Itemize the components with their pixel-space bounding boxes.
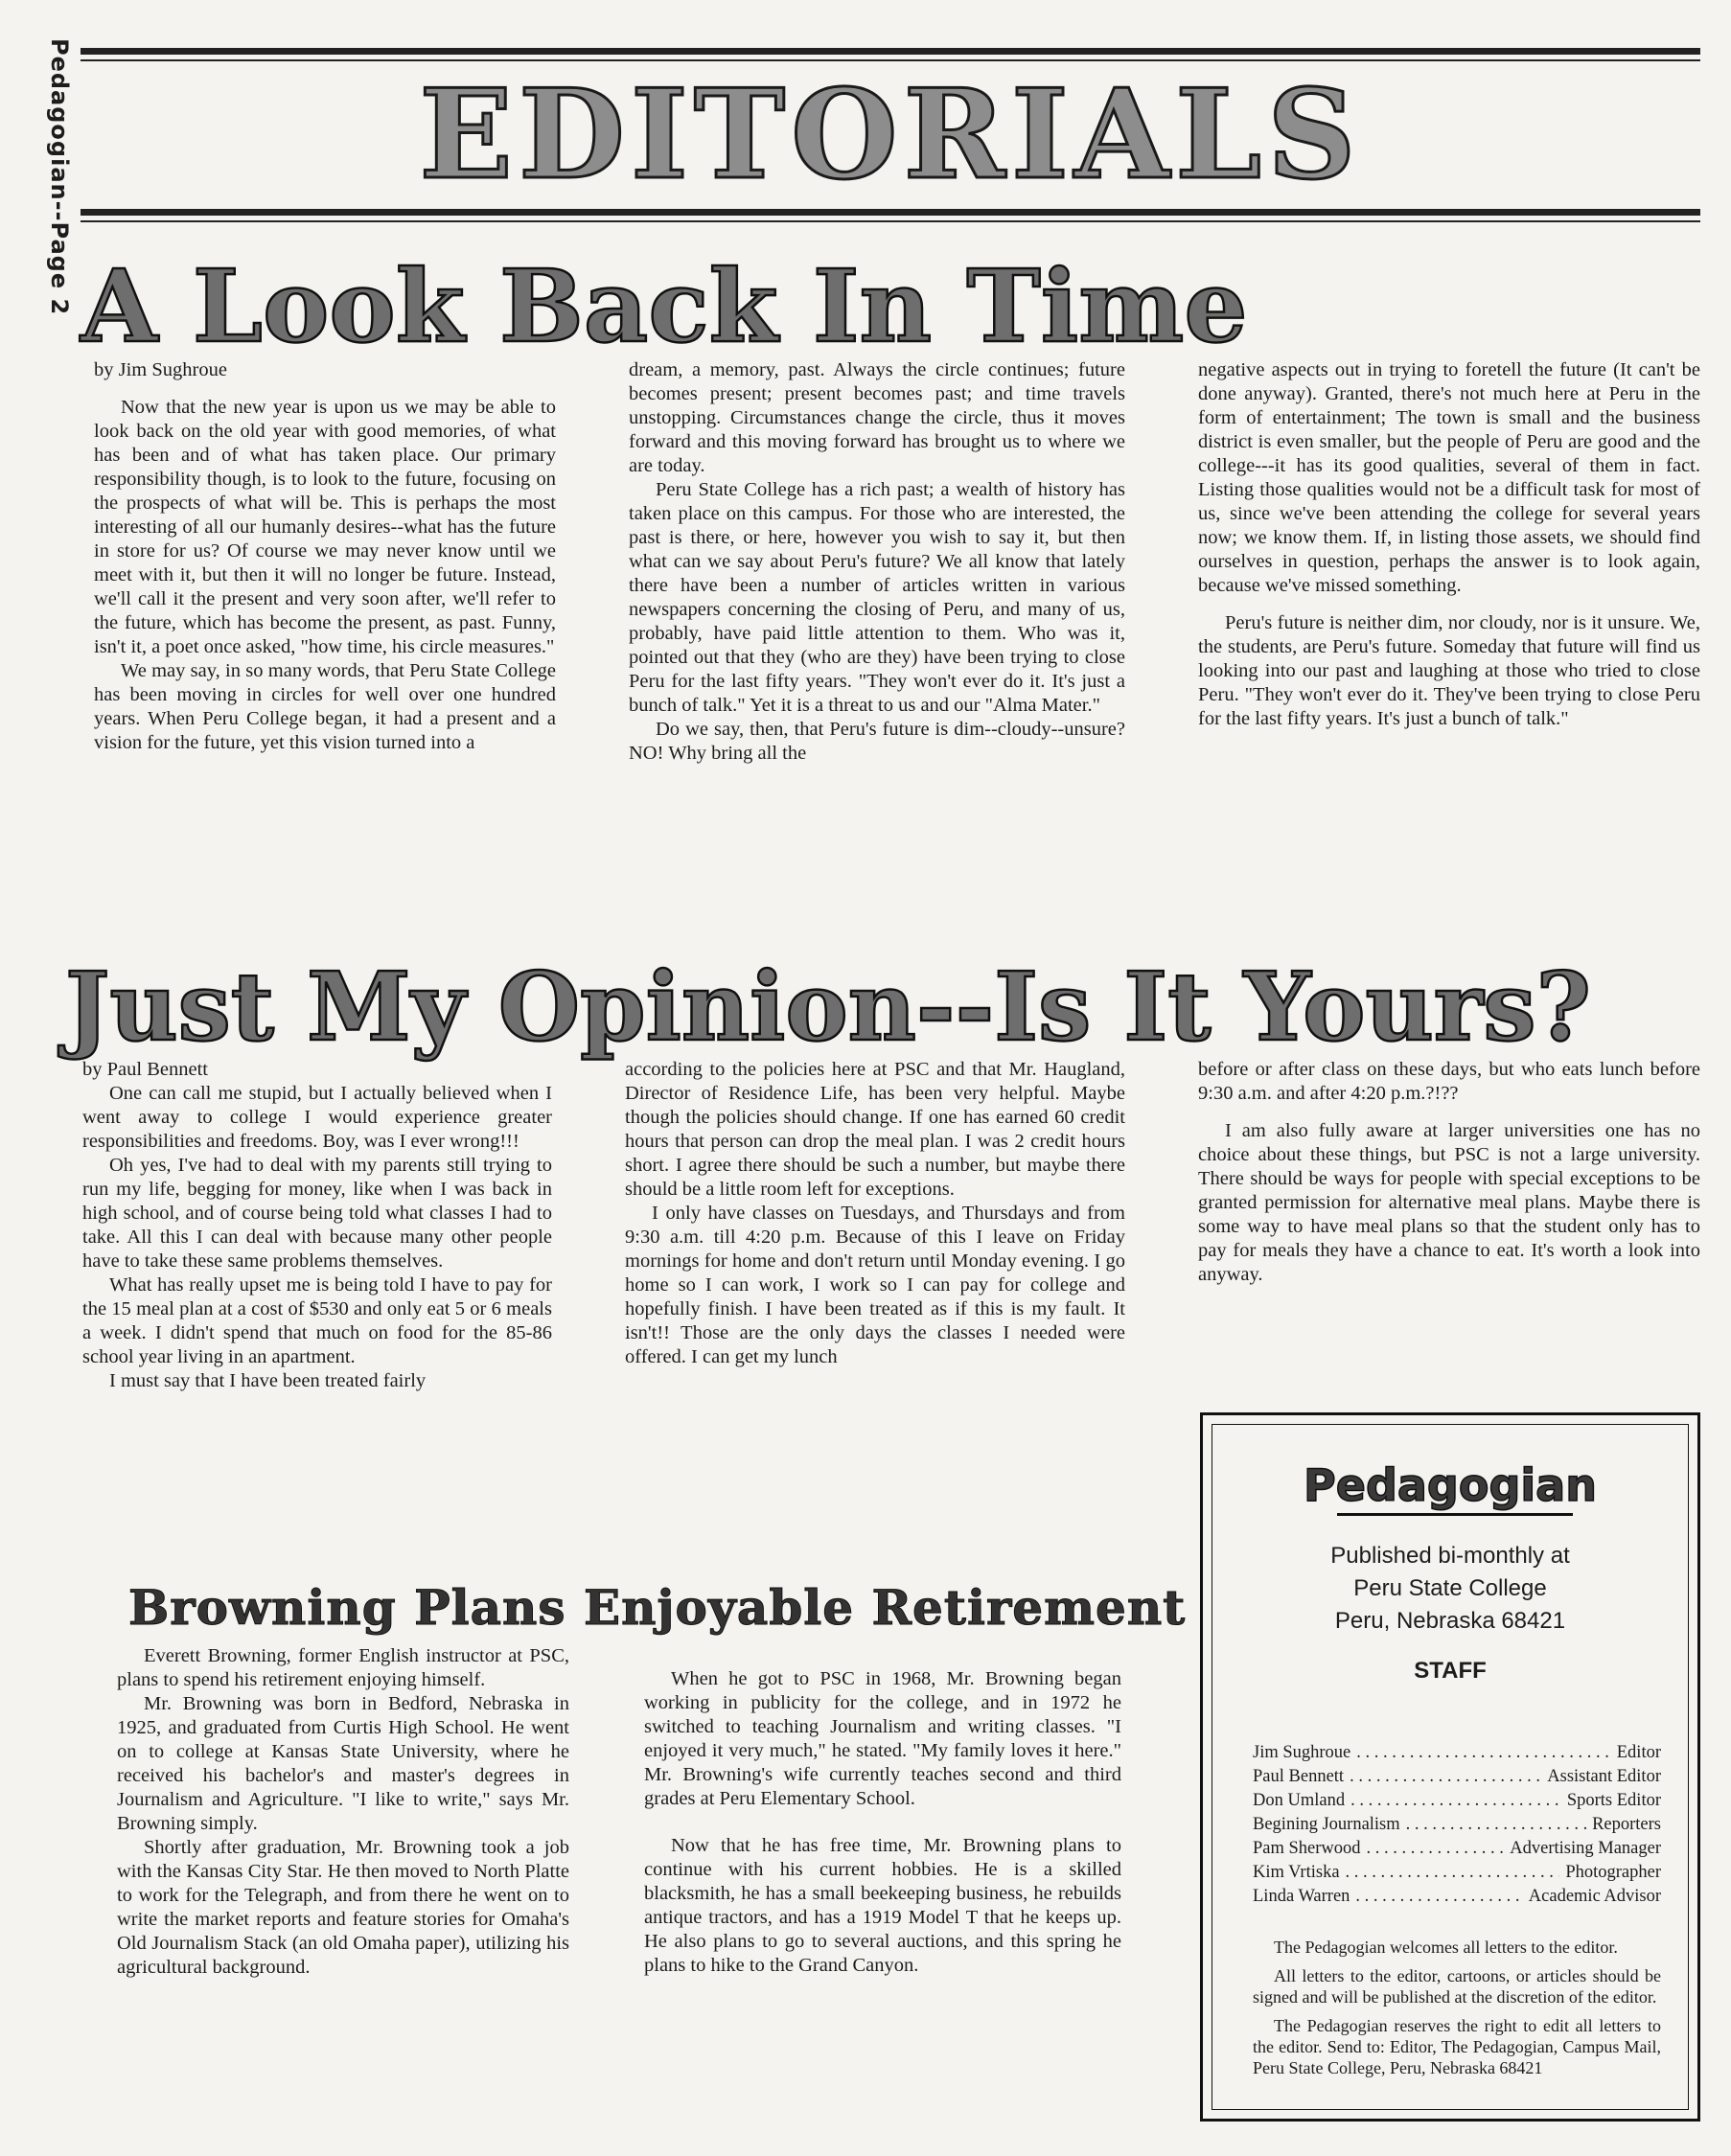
- paragraph: Mr. Browning was born in Bedford, Nebraska in 1925, and graduated from Curtis High School. He went on to college at Kansas State University, where he received his bachelor's and master's degrees in Journalism and Agriculture. "I like to write," says Mr. Browning simply.: [117, 1693, 569, 1834]
- paragraph: I must say that I have been treated fairly: [109, 1370, 427, 1391]
- section-masthead: [81, 59, 1700, 211]
- masthead-rule-thin: [81, 220, 1700, 222]
- section-title: EDITORIALS: [419, 63, 1362, 207]
- masthead-rule: [81, 209, 1700, 216]
- article1-col1: [94, 358, 556, 755]
- staff-role: Assistant Editor: [1547, 1767, 1661, 1786]
- byline: by Jim Sughroue: [94, 359, 227, 380]
- leader-dots: [1350, 1789, 1561, 1813]
- article2-col2: [625, 1058, 1125, 1369]
- staff-name: Pam Sherwood: [1253, 1839, 1361, 1858]
- staff-name: Kim Vrtiska: [1253, 1863, 1340, 1882]
- paragraph: We may say, in so many words, that Peru State College has been moving in circles for well over one hundred years. When Peru College began, it had a present and a vision for the future, yet this vision turned into a: [94, 660, 556, 753]
- leader-dots: [1355, 1885, 1522, 1909]
- article1-col3: [1198, 358, 1700, 731]
- staff-role: Sports Editor: [1566, 1791, 1661, 1810]
- staff-row: [1253, 1837, 1661, 1861]
- logo-underline: [1337, 1513, 1573, 1516]
- staff-row: [1253, 1789, 1661, 1813]
- page-label: Pedagogian--Page 2: [46, 38, 73, 316]
- staff-role: Reporters: [1592, 1815, 1661, 1834]
- staff-role: Advertising Manager: [1510, 1839, 1661, 1858]
- staff-heading: STAFF: [1414, 1658, 1487, 1684]
- publication-info: [1212, 1540, 1688, 1687]
- staff-row: [1253, 1765, 1661, 1789]
- article3-col1: [117, 1644, 569, 1980]
- paragraph: Peru's future is neither dim, nor cloudy, nor is it unsure. We, the students, are Peru's future. Someday that future will find us looking into our past and laughing at those who tried to close Peru. "They won't ever do it. They've been trying to close Peru for the last fifty years. It's just a bunch of talk.": [1198, 612, 1700, 729]
- college-line: Peru State College: [1353, 1575, 1547, 1601]
- paragraph: When he got to PSC in 1968, Mr. Browning began working in publicity for the college, and in 1972 he switched to teaching Journalism and writing classes. "I enjoyed it very much," he stated. "My family loves it here." Mr. Browning's wife currently teaches second and third grades at Peru Elementary School.: [644, 1668, 1121, 1809]
- article1-col2: [629, 358, 1125, 766]
- staff-role: Editor: [1616, 1743, 1661, 1762]
- leader-dots: [1367, 1837, 1505, 1861]
- paragraph: Peru State College has a rich past; a wealth of history has taken place on this campus. For those who are interested, the past is there, or here, however you wish to say it, but then what can we say about Peru's future? We all know that lately there have been a number of articles written in various newspapers concerning the closing of Peru, and many of us, probably, have paid little attention to them. Who was it, pointed out that they (who are they) have been trying to close Peru for the last fifty years. "They won't ever do it. It's just a bunch of talk." Yet it is a threat to us and our "Alma Mater.": [629, 479, 1125, 716]
- policy-note: The Pedagogian welcomes all letters to the editor.: [1274, 1938, 1618, 1957]
- paragraph: I am also fully aware at larger universities one has no choice about these things, but PSC is not a large university. There should be ways for people with special exceptions to be granted permission for alternative meal plans. Maybe there is some way to have meal plans so that the student only has to pay for meals they have a chance to eat. It's worth a look into anyway.: [1198, 1120, 1700, 1285]
- leader-dots: [1350, 1765, 1541, 1789]
- paragraph: according to the policies here at PSC and that Mr. Haugland, Director of Residence Life, has been very helpful. Maybe though the policies should change. If one has earned 60 credit hours that person can drop the meal plan. I was 2 credit hours short. I agree there should be such a number, but maybe there should be a little room left for exceptions.: [625, 1059, 1125, 1200]
- paragraph: Shortly after graduation, Mr. Browning took a job with the Kansas City Star. He then moved to North Platte to work for the Telegraph, and from there he went on to write the market reports and feature stories for Omaha's Old Journalism Stack (an old Omaha paper), utilizing his agricultural background.: [117, 1837, 569, 1978]
- headline-browning: Browning Plans Enjoyable Retirement: [128, 1579, 1187, 1636]
- top-rule: [81, 48, 1700, 55]
- staff-name: Don Umland: [1253, 1791, 1346, 1810]
- staff-name: Jim Sughroue: [1253, 1743, 1351, 1762]
- leader-dots: [1346, 1861, 1560, 1885]
- headline-just-my-opinion: Just My Opinion--Is It Yours?: [65, 952, 1591, 1063]
- policy-note: All letters to the editor, cartoons, or articles should be signed and will be published at the discretion of the editor.: [1253, 1966, 1661, 2007]
- staff-role: Academic Advisor: [1528, 1887, 1661, 1906]
- article3-col2: [644, 1667, 1121, 1978]
- paragraph: I only have classes on Tuesdays, and Thursdays and from 9:30 a.m. till 4:20 p.m. Because of this I leave on Friday mornings for home and don't return until Monday evening. I go home so I can work, I work so I can pay for college and hopefully finish. I have been treated as if this is my fault. It isn't!! Those are the only days the classes I needed were offered. I can get my lunch: [625, 1203, 1125, 1367]
- paragraph: Everett Browning, former English instructor at PSC, plans to spend his retirement enjoying himself.: [117, 1645, 569, 1690]
- staff-box-inner: [1212, 1424, 1689, 2110]
- paragraph: What has really upset me is being told I have to pay for the 15 meal plan at a cost of $530 and only eat 5 or 6 meals a week. I didn't spend that much on food for the 85-86 school year living in an apartment.: [82, 1274, 552, 1367]
- staff-name: Linda Warren: [1253, 1887, 1350, 1906]
- pedagogian-logo: Pedagogian: [1304, 1459, 1597, 1511]
- leader-dots: [1356, 1741, 1610, 1765]
- letters-policy: [1253, 1937, 1661, 2086]
- leader-dots: [1406, 1813, 1586, 1837]
- article2-col1: [82, 1058, 552, 1393]
- staff-role: Photographer: [1565, 1863, 1661, 1882]
- staff-row: [1253, 1813, 1661, 1837]
- policy-note: The Pedagogian reserves the right to edit all letters to the editor. Send to: Editor, The Pedagogian, Campus Mail, Peru State College, Peru, Nebraska 68421: [1253, 2016, 1661, 2077]
- paragraph: Do we say, then, that Peru's future is dim--cloudy--unsure? NO! Why bring all the: [629, 719, 1125, 764]
- paragraph: Oh yes, I've had to deal with my parents still trying to run my life, begging for money, like when I was back in high school, and of course being told what classes I had to take. All this I can deal with because many other people have to take these same problems themselves.: [82, 1155, 552, 1272]
- paragraph: One can call me stupid, but I actually believed when I went away to college I would experience greater responsibilities and freedoms. Boy, was I ever wrong!!!: [82, 1083, 552, 1152]
- published-line: Published bi-monthly at: [1330, 1543, 1570, 1569]
- staff-name: Paul Bennett: [1253, 1767, 1345, 1786]
- paragraph: Now that he has free time, Mr. Browning plans to continue with his current hobbies. He is a skilled blacksmith, he has a small beekeeping business, he rebuilds antique tractors, and has a 1919 Model T that he keeps up. He also plans to go to several auctions, and this spring he plans to hike to the Grand Canyon.: [644, 1835, 1121, 1976]
- staff-name: Begining Journalism: [1253, 1815, 1400, 1834]
- headline-look-back: A Look Back In Time: [81, 247, 1248, 365]
- staff-row: [1253, 1885, 1661, 1909]
- staff-row: [1253, 1861, 1661, 1885]
- paragraph: before or after class on these days, but who eats lunch before 9:30 a.m. and after 4:20 p.m.?!??: [1198, 1059, 1700, 1104]
- staff-list: [1253, 1741, 1661, 1909]
- paragraph: negative aspects out in trying to foretell the future (It can't be done anyway). Granted, there's not much here at Peru in the form of entertainment; The town is small and the business district is even smaller, but the people of Peru are good and the college---it has its good qualities, several of them in fact. Listing those qualities would not be a difficult task for most of us, since we've been attending the college for several years now; we know them. If, in listing those assets, we should find ourselves in question, perhaps the answer is to look again, because we've missed something.: [1198, 359, 1700, 596]
- staff-row: [1253, 1741, 1661, 1765]
- paragraph: dream, a memory, past. Always the circle continues; future becomes present; present becomes past; and time travels unstopping. Circumstances change the circle, thus it moves forward and this moving forward has brought us to where we are today.: [629, 359, 1125, 476]
- byline: by Paul Bennett: [82, 1059, 208, 1080]
- address-line: Peru, Nebraska 68421: [1334, 1608, 1566, 1634]
- paragraph: Now that the new year is upon us we may be able to look back on the old year with good memories, of what has been and of what has taken place. Our primary responsibility though, is to look to the future, focusing on the prospects of what will be. This is perhaps the most interesting of all our humanly desires--what has the future in store for us? Of course we may never know until we meet with it, but then it will no longer be future. Instead, we'll call it the present and very soon after, we'll refer to the future, which has become the present, as past. Funny, isn't it, a poet once asked, "how time, his circle measures.": [94, 397, 556, 657]
- staff-box: [1200, 1412, 1700, 2122]
- article2-col3: [1198, 1058, 1700, 1287]
